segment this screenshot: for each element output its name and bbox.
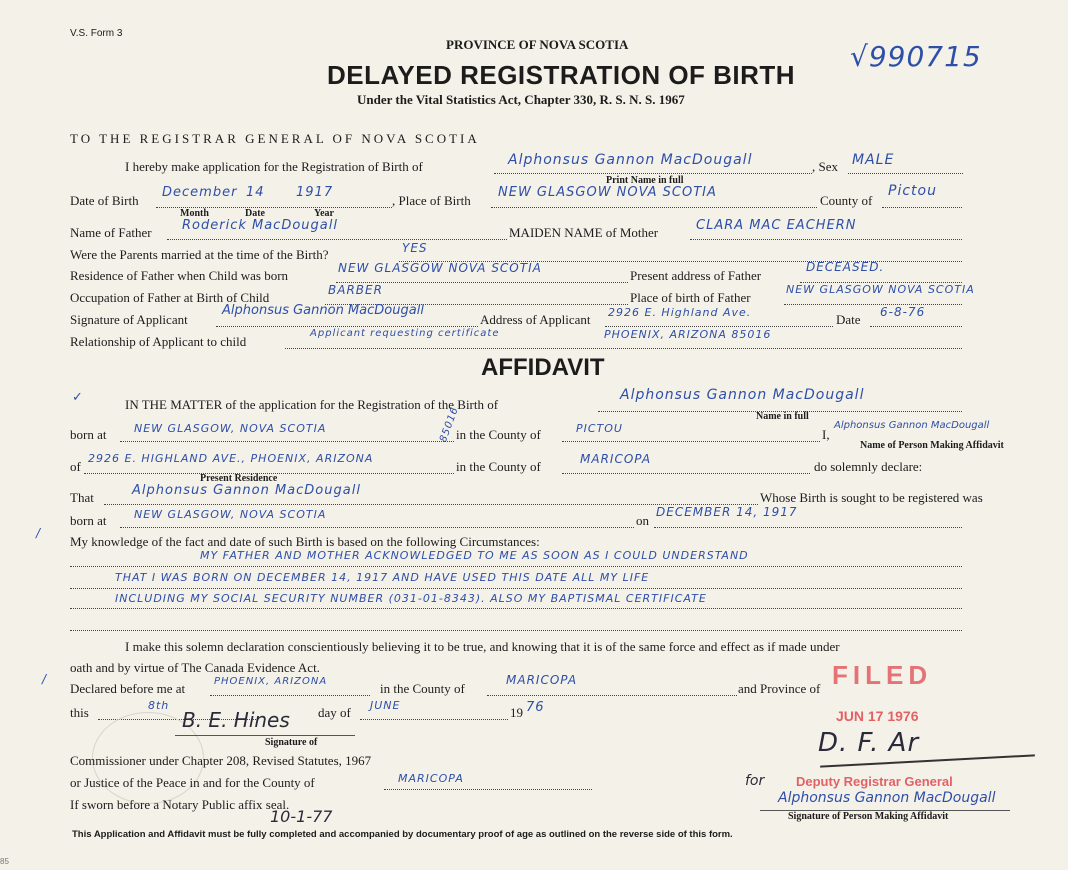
relationship-label: Relationship of Applicant to child <box>70 334 247 349</box>
born-at-value: NEW GLASGOW, NOVA SCOTIA <box>134 422 327 435</box>
filed-date-stamp: JUN 17 1976 <box>836 708 919 724</box>
in-county3-label: in the County of <box>380 681 465 696</box>
born-at-label: born at <box>70 427 107 442</box>
married-label: Were the Parents married at the time of the Birth? <box>70 247 329 262</box>
mother-line <box>690 239 962 240</box>
this-label: this <box>70 705 89 720</box>
born-at2-value: NEW GLASGOW, NOVA SCOTIA <box>134 508 327 521</box>
pob-value: NEW GLASGOW NOVA SCOTIA <box>498 185 717 200</box>
commissioner-signature: B. E. Hines <box>182 708 290 732</box>
whose-label: Whose Birth is sought to be registered was <box>760 490 983 505</box>
solemn-text-1: I make this solemn declaration conscientiously believing it to be true, and knowing that it is of the same force and effect as if made under <box>125 639 840 654</box>
of-value: 2926 E. HIGHLAND AVE., PHOENIX, ARIZONA <box>88 452 374 465</box>
margin-tick: / <box>36 526 42 540</box>
sex-value: MALE <box>852 152 895 168</box>
present-address-value: DECEASED. <box>806 260 885 274</box>
of-label: of <box>70 459 81 474</box>
print-name-caption: Print Name in full <box>606 175 684 186</box>
on-label: on <box>636 513 649 528</box>
dob-year-value: 1917 <box>296 185 334 200</box>
zip-value: 85016 <box>438 405 461 444</box>
child-name-value: Alphonsus Gannon MacDougall <box>508 152 753 168</box>
year-caption: Year <box>314 208 334 219</box>
in-county-value: PICTOU <box>576 422 623 435</box>
province-heading: PROVINCE OF NOVA SCOTIA <box>446 37 629 52</box>
born-at-line <box>120 441 454 442</box>
name-line <box>494 173 812 174</box>
relationship-value-2: PHOENIX, ARIZONA 85016 <box>604 328 772 341</box>
applicant-sig-label: Signature of Applicant <box>70 312 188 327</box>
father-value: Roderick MacDougall <box>182 218 338 233</box>
father-label: Name of Father <box>70 225 152 240</box>
i-label: I, <box>822 427 830 442</box>
applicant-address-line <box>605 326 833 327</box>
occupation-value: BARBER <box>328 283 383 297</box>
this-value: 8th <box>148 699 170 712</box>
justice-line <box>384 789 592 790</box>
for-prefix: for <box>745 773 765 789</box>
registrar-signature: D. F. Ar <box>818 728 920 758</box>
father-line <box>167 239 507 240</box>
residence-label: Residence of Father when Child was born <box>70 268 289 283</box>
in-county3-line <box>487 695 737 696</box>
declared-value: PHOENIX, ARIZONA <box>214 676 328 687</box>
applicant-sig-line <box>216 326 478 327</box>
date-caption: Date <box>245 208 265 219</box>
father-pob-line <box>784 304 962 305</box>
registration-number: √990715 <box>850 40 982 73</box>
intro-label: I hereby make application for the Registration of Birth of <box>125 159 423 174</box>
affiant-caption: Signature of Person Making Affidavit <box>788 811 949 822</box>
form-subtitle: Under the Vital Statistics Act, Chapter 330, R. S. N. S. 1967 <box>357 92 685 107</box>
form-number: V.S. Form 3 <box>70 28 123 39</box>
declared-label: Declared before me at <box>70 681 186 696</box>
father-pob-label: Place of birth of Father <box>630 290 751 305</box>
county-value: Pictou <box>888 183 937 199</box>
matter-label: IN THE MATTER of the application for the Registration of the Birth of <box>125 397 499 412</box>
person-caption: Name of Person Making Affidavit <box>860 440 1004 451</box>
affidavit-title: AFFIDAVIT <box>481 354 605 381</box>
justice-value: MARICOPA <box>398 772 464 785</box>
margin-tick-2: / <box>42 672 48 686</box>
registrar-title-stamp: Deputy Registrar General <box>796 774 953 789</box>
applicant-address-value: 2926 E. Highland Ave. <box>608 306 752 319</box>
that-label: That <box>70 490 94 505</box>
addressee: TO THE REGISTRAR GENERAL OF NOVA SCOTIA <box>70 131 480 146</box>
signature-of-caption: Signature of <box>265 737 318 748</box>
declared-line <box>210 695 370 696</box>
notary-label: If sworn before a Notary Public affix seal. <box>70 797 290 812</box>
dob-month-value: December <box>162 185 238 200</box>
date-field-value: 6-8-76 <box>880 305 926 319</box>
born-at2-line <box>120 527 634 528</box>
married-value: YES <box>402 241 428 255</box>
date-field-label: Date <box>836 312 861 327</box>
day-of-label: day of <box>318 705 351 720</box>
on-line <box>654 527 962 528</box>
relationship-line <box>285 348 962 349</box>
day-of-line <box>360 719 508 720</box>
in-county-line <box>562 441 820 442</box>
present-address-label: Present address of Father <box>630 268 762 283</box>
in-county3-value: MARICOPA <box>506 673 578 687</box>
dob-day-value: 14 <box>246 185 265 200</box>
mother-label: MAIDEN NAME of Mother <box>509 225 659 240</box>
footer-note: This Application and Affidavit must be fully completed and accompanied by documentary proof of age as outlined on the reverse side of this form. <box>72 829 733 840</box>
born-at2-label: born at <box>70 513 107 528</box>
circ-line-3 <box>70 608 962 609</box>
on-value: DECEMBER 14, 1917 <box>656 505 798 519</box>
circumstance-3: INCLUDING MY SOCIAL SECURITY NUMBER (031-01-8343). ALSO MY BAPTISMAL CERTIFICATE <box>115 592 707 605</box>
that-value: Alphonsus Gannon MacDougall <box>132 483 361 498</box>
date-field-line <box>870 326 962 327</box>
occupation-label: Occupation of Father at Birth of Child <box>70 290 270 305</box>
province-label: and Province of <box>738 681 821 696</box>
pob-label: , Place of Birth <box>392 193 471 208</box>
form-title: DELAYED REGISTRATION OF BIRTH <box>327 60 796 90</box>
relationship-value: Applicant requesting certificate <box>310 328 500 339</box>
residence-value: NEW GLASGOW NOVA SCOTIA <box>338 261 542 275</box>
month-caption: Month <box>180 208 209 219</box>
circumstance-1: MY FATHER AND MOTHER ACKNOWLEDGED TO ME AS SOON AS I COULD UNDERSTAND <box>200 549 749 562</box>
commissioner-sig-line <box>175 735 355 736</box>
year-value: 76 <box>526 700 545 715</box>
year-prefix: 19 <box>510 705 523 720</box>
name-in-full-caption: Name in full <box>756 411 809 422</box>
mother-value: CLARA MAC EACHERN <box>696 218 857 233</box>
knowledge-label: My knowledge of the fact and date of such Birth is based on the following Circumstances: <box>70 534 540 549</box>
circ-line-2 <box>70 588 962 589</box>
margin-mark: 85 <box>0 857 9 866</box>
filed-stamp: FILED <box>832 660 933 690</box>
applicant-signature: Alphonsus Gannon MacDougall <box>222 303 424 318</box>
circumstance-2: THAT I WAS BORN ON DECEMBER 14, 1917 AND HAVE USED THIS DATE ALL MY LIFE <box>115 571 650 584</box>
sex-label: , Sex <box>812 159 838 174</box>
solemn-text-2: oath and by virtue of The Canada Evidence Act. <box>70 660 320 675</box>
in-county2-label: in the County of <box>456 459 541 474</box>
commission-expiry: 10-1-77 <box>270 807 333 826</box>
dob-label: Date of Birth <box>70 193 139 208</box>
affiant-signature: Alphonsus Gannon MacDougall <box>778 790 996 806</box>
county-line <box>882 207 962 208</box>
in-county2-line <box>562 473 810 474</box>
present-residence-caption: Present Residence <box>200 473 278 484</box>
in-county-label: in the County of <box>456 427 541 442</box>
applicant-address-label: Address of Applicant <box>480 312 591 327</box>
matter-value: Alphonsus Gannon MacDougall <box>620 387 865 403</box>
sex-line <box>848 173 963 174</box>
commissioner-label: Commissioner under Chapter 208, Revised Statutes, 1967 <box>70 753 372 768</box>
check-mark: ✓ <box>72 390 84 405</box>
justice-label: or Justice of the Peace in and for the County of <box>70 775 315 790</box>
affiant-name-value: Alphonsus Gannon MacDougall <box>834 420 990 431</box>
circ-line-4 <box>70 630 962 631</box>
county-label: County of <box>820 193 873 208</box>
declare-label: do solemnly declare: <box>814 459 923 474</box>
pob-line <box>491 207 817 208</box>
day-of-value: JUNE <box>370 699 401 712</box>
in-county2-value: MARICOPA <box>580 452 652 466</box>
father-pob-value: NEW GLASGOW NOVA SCOTIA <box>786 283 975 296</box>
circ-line-1 <box>70 566 962 567</box>
